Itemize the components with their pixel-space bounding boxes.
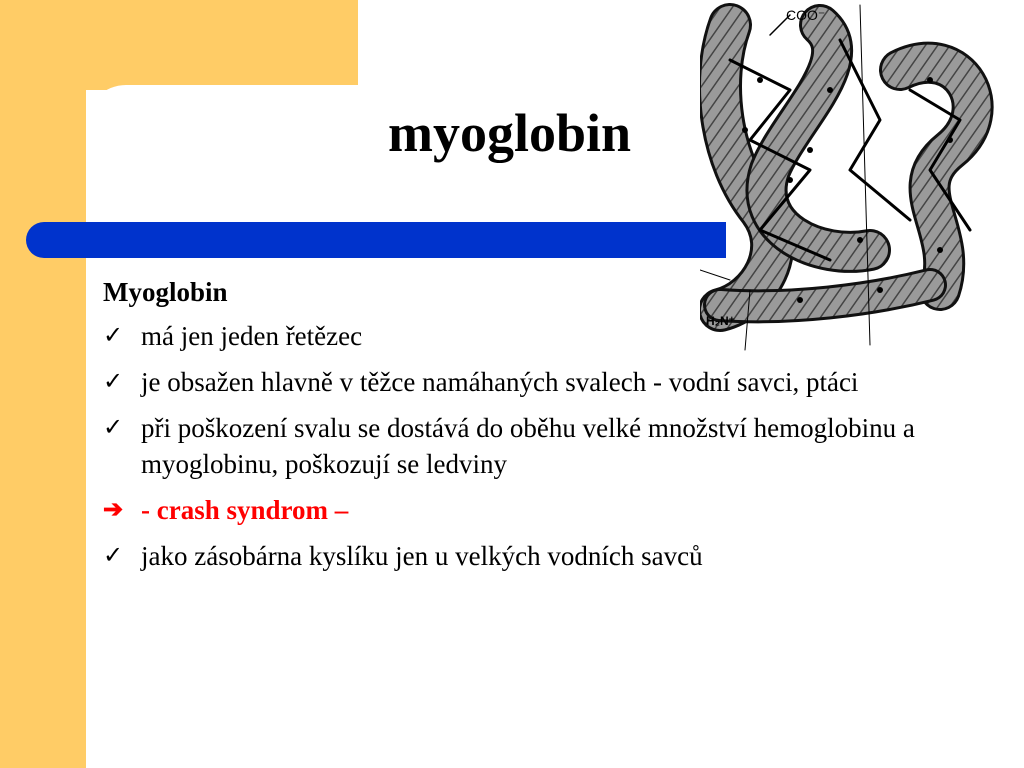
checkmark-icon: ✓	[103, 543, 124, 569]
bullet-text: je obsažen hlavně v těžce namáhaných svalech - vodní savci, ptáci	[141, 367, 859, 397]
arrow-right-icon: ➔	[103, 497, 124, 523]
slide-title: myoglobin	[388, 103, 632, 163]
checkmark-icon: ✓	[103, 369, 124, 395]
decorative-blue-bar	[26, 222, 726, 258]
bullet-text: jako zásobárna kyslíku jen u velkých vodních savců	[141, 541, 703, 571]
bullet-item	[103, 538, 1003, 574]
highlight-item	[103, 492, 1003, 528]
bullet-item	[103, 364, 1003, 400]
decorative-yellow-strip-left	[0, 0, 86, 768]
section-heading: Myoglobin	[103, 277, 228, 307]
checkmark-icon: ✓	[103, 415, 124, 441]
bullet-text: má jen jeden řetězec	[141, 321, 363, 351]
slide-body	[103, 270, 1003, 584]
bullet-item	[103, 318, 1003, 354]
checkmark-icon: ✓	[103, 323, 124, 349]
c-terminus-label: COO⁻	[786, 7, 826, 23]
highlight-text: - crash syndrom –	[141, 495, 349, 525]
bullet-text: při poškození svalu se dostává do oběhu velké množství hemoglobinu a myoglobinu, poškozují se ledviny	[141, 413, 915, 479]
bullet-item	[103, 410, 1003, 482]
n-terminus-label: H₂N⁺	[706, 314, 735, 328]
